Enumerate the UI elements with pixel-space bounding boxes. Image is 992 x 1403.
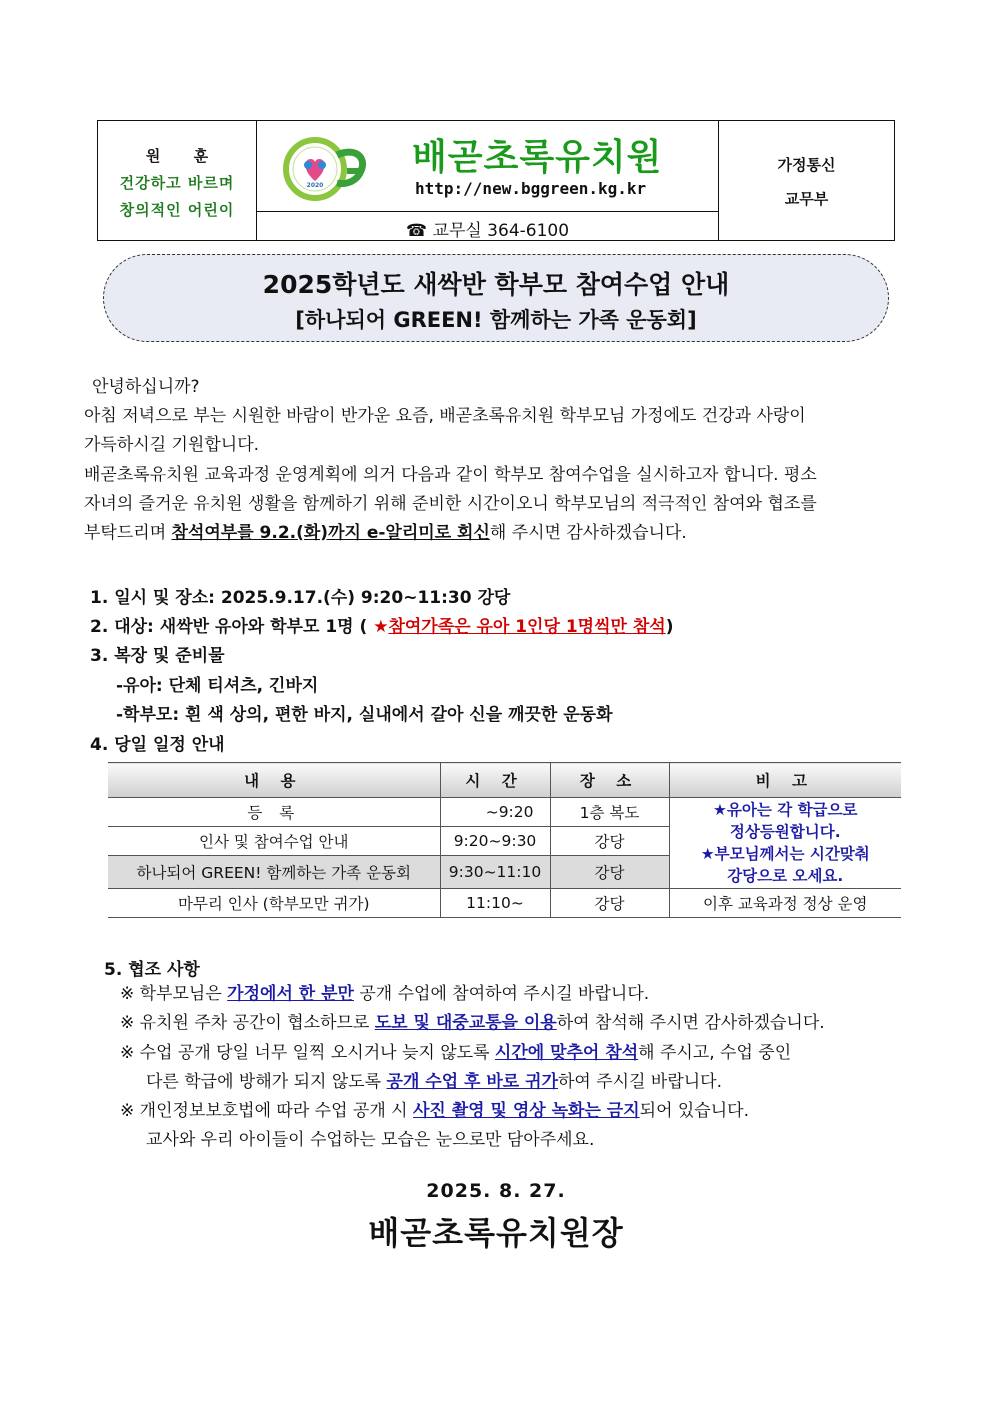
coop-text: 공개 수업에 참여하여 주시길 바랍니다. [353, 984, 650, 1004]
coop-text: 되어 있습니다. [639, 1101, 749, 1121]
item-target [90, 612, 673, 637]
logo-year: 2020 [306, 182, 324, 189]
schedule-table [108, 762, 901, 918]
item-target-note: 참여가족은 유아 1인당 1명씩만 참석 [388, 617, 666, 637]
item-dress-parent: -학부모: 흰 색 상의, 편한 바지, 실내에서 갈아 신을 깨끗한 운동화 [116, 705, 613, 725]
item-datetime: 1. 일시 및 장소: 2025.9.17.(수) 9:20~11:30 강당 [90, 588, 511, 608]
note-line: 정상등원합니다. [729, 823, 841, 841]
header-time: 시 간 [440, 763, 550, 798]
row-place: 강당 [550, 856, 669, 889]
coop-line-1 [120, 980, 649, 1009]
table-row [108, 889, 901, 918]
motto-line-2: 창의적인 어린이 [119, 201, 235, 219]
table-header-row [108, 763, 901, 798]
row-time: 9:30~11:10 [440, 856, 550, 889]
item-target-text: 2. 대상: 새싹반 유아와 학부모 1명 ( [90, 617, 374, 637]
coop-line-4 [120, 1097, 749, 1126]
title-banner [103, 254, 889, 342]
item-dress-child: -유아: 단체 티셔츠, 긴바지 [116, 676, 319, 696]
star-icon: ★ [373, 617, 389, 637]
table-row [108, 798, 901, 827]
intro-line-5-end: 해 주시면 감사하겠습니다. [489, 523, 687, 543]
row-content: 하나되어 GREEN! 함께하는 가족 운동회 [108, 856, 440, 889]
doc-type: 가정통신 [777, 156, 836, 174]
intro-line-1: 아침 저녁으로 부는 시원한 바람이 반가운 요즘, 배곧초록유치원 학부모님 가정에도 건강과 사랑이 [84, 406, 806, 426]
coop-emphasis: 도보 및 대중교통을 이용 [374, 1013, 557, 1033]
row-time: 9:20~9:30 [440, 827, 550, 856]
item-schedule: 4. 당일 일정 안내 [90, 735, 225, 755]
row-time: ~9:20 [440, 798, 550, 827]
coop-text: ※ 수업 공개 당일 너무 일찍 오시거나 늦지 않도록 [120, 1043, 495, 1063]
issue-date: 2025. 8. 27. [426, 1180, 566, 1202]
header-place: 장 소 [550, 763, 669, 798]
intro-line-3: 배곧초록유치원 교육과정 운영계획에 의거 다음과 같이 학부모 참여수업을 실시하고자 합니다. 평소 [84, 465, 817, 485]
row-note: 이후 교육과정 정상 운영 [669, 889, 901, 918]
row-content: 인사 및 참여수업 안내 [108, 827, 440, 856]
intro-line-2: 가득하시길 기원합니다. [84, 435, 260, 455]
row-place: 1층 복도 [550, 798, 669, 827]
main-title: 2025학년도 새싹반 학부모 참여수업 안내 [262, 270, 730, 299]
greeting: 안녕하십니까? [92, 377, 200, 397]
coop-title: 5. 협조 사항 [104, 960, 200, 980]
coop-text: ※ 유치원 주차 공간이 협소하므로 [120, 1013, 375, 1033]
coop-text: ※ 학부모님은 [120, 984, 228, 1004]
intro-line-4: 자녀의 즐거운 유치원 생활을 함께하기 위해 준비한 시간이오니 학부모님의 적극적인 참여와 협조를 [84, 494, 817, 514]
note-line: 강당으로 오세요. [727, 867, 844, 885]
coop-line-4b: 교사와 우리 아이들이 수업하는 모습은 눈으로만 담아주세요. [146, 1130, 595, 1150]
coop-line-2 [120, 1009, 825, 1038]
coop-emphasis: 공개 수업 후 바로 귀가 [386, 1072, 558, 1092]
reply-deadline: 참석여부를 9.2.(화)까지 e-알리미로 회신 [171, 523, 490, 543]
row-content: 등 록 [108, 798, 440, 827]
divider [257, 211, 718, 212]
school-cell [257, 121, 719, 240]
coop-text: 하여 참석해 주시면 감사하겠습니다. [556, 1013, 825, 1033]
school-logo-icon [277, 137, 371, 201]
row-content: 마무리 인사 (학부모만 귀가) [108, 889, 440, 918]
note-line: ★유아는 각 학급으로 [713, 801, 858, 819]
intro-line-5 [84, 518, 920, 548]
school-name: 배곧초록유치원 [412, 137, 663, 178]
coop-emphasis: 사진 촬영 및 영상 녹화는 금지 [413, 1101, 640, 1121]
coop-text: ※ 개인정보보호법에 따라 수업 공개 시 [120, 1101, 413, 1121]
coop-text: 하여 주시길 바랍니다. [558, 1072, 723, 1092]
letterhead [97, 120, 895, 241]
item-target-close: ) [665, 617, 674, 637]
row-place: 강당 [550, 889, 669, 918]
item-dress: 3. 복장 및 준비물 [90, 646, 225, 666]
department: 교무부 [784, 190, 829, 208]
coop-line-3b [146, 1068, 722, 1097]
doc-info-cell [719, 121, 894, 240]
intro-line-5-start: 부탁드리며 [84, 523, 172, 543]
coop-emphasis: 가정에서 한 분만 [227, 984, 354, 1004]
note-line: ★부모님께서는 시간맞춰 [700, 845, 870, 863]
phone-number: ☎ 교무실 364-6100 [405, 221, 570, 241]
schedule-note [669, 798, 901, 889]
school-url: http://new.bggreen.kg.kr [415, 179, 647, 198]
motto-cell [98, 121, 257, 240]
motto-line-1: 건강하고 바르며 [119, 174, 235, 192]
sub-title: [하나되어 GREEN! 함께하는 가족 운동회] [295, 308, 697, 332]
row-time: 11:10~ [440, 889, 550, 918]
principal-signature: 배곧초록유치원장 [368, 1214, 624, 1252]
row-place: 강당 [550, 827, 669, 856]
header-note: 비 고 [669, 763, 901, 798]
coop-text: 해 주시고, 수업 중인 [638, 1043, 792, 1063]
coop-emphasis: 시간에 맞추어 참석 [494, 1043, 639, 1063]
motto-title: 원 훈 [145, 147, 223, 165]
coop-text: 다른 학급에 방해가 되지 않도록 [146, 1072, 387, 1092]
coop-line-3 [120, 1039, 791, 1068]
header-content: 내 용 [108, 763, 440, 798]
